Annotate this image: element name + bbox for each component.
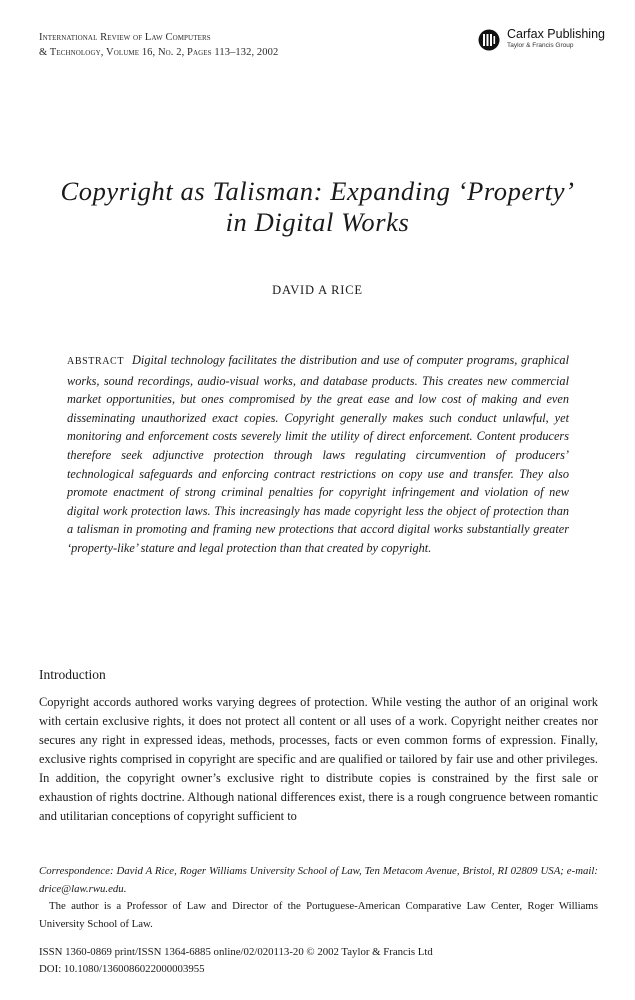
introduction-paragraph: Copyright accords authored works varying degrees of protection. While vesting the author of an original work with certain exclusive rights, it does not protect all content or all uses of a work. Copyright neither creates nor secures any right in expressed ideas, methods, processes, facts or even common forms of expression. Finally, exclusive rights comprised in copyright are specific and are qualified or tailored by fair use and other privileges. In addition, the copyright owner’s exclusive right to distribute copies is constrained by the first sale or exhaustion of rights doctrine. Although national differences exist, there is a rough congruence between romantic and utilitarian conceptions of copyright sufficient to bbox=[39, 695, 598, 823]
publisher-name: Carfax Publishing bbox=[507, 27, 605, 41]
journal-citation-line-2: & Technology, Volume 16, No. 2, Pages 113–132, 2002 bbox=[39, 47, 279, 58]
issn-line: ISSN 1360-0869 print/ISSN 1364-6885 online/02/020113-20 © 2002 Taylor & Francis Ltd bbox=[39, 946, 433, 958]
abstract-text: Digital technology facilitates the distribution and use of computer programs, graphical works, sound recordings, audio-visual works, and database products. This creates new commercial market opportunities, but ones compromised by the great ease and low cost of making and even disseminating unauthorized exact copies. Copyright generally makes such conduct unlawful, yet monitoring and enforcement costs severely limit the utility of direct enforcement. Content producers therefore seek adjunctive protection through laws regulating circumvention of producers’ technological safeguards and enforcing contract restrictions on copy use and transfer. They also promote enactment of strong criminal penalties for copyright infringement and violation of new digital work protection laws. This increasingly has made copyright less the object of protection than a talisman in promoting and framing new protections that accord digital works substantially greater ‘property-like’ stature and legal protection than that created by copyright. bbox=[67, 353, 569, 555]
imprint bbox=[39, 944, 598, 978]
doi-line: DOI: 10.1080/1360086022000003955 bbox=[39, 963, 205, 975]
article-title-line-2: in Digital Works bbox=[225, 207, 410, 237]
correspondence-note: Correspondence: David A Rice, Roger Williams University School of Law, Ten Metacom Avenue, Bristol, RI 02809 USA; e-mail: drice@law.rwu.edu. bbox=[39, 865, 598, 895]
publisher-logo bbox=[478, 27, 608, 53]
article-title-line-1: Copyright as Talisman: Expanding ‘Property’ bbox=[60, 176, 575, 206]
carfax-logo-icon bbox=[478, 29, 500, 51]
journal-citation-line-1: International Review of Law Computers bbox=[39, 32, 211, 43]
footnotes bbox=[39, 863, 598, 933]
article-author: DAVID A RICE bbox=[272, 283, 363, 297]
publisher-group: Taylor & Francis Group bbox=[507, 42, 574, 49]
article-title bbox=[20, 176, 615, 238]
journal-header bbox=[39, 30, 469, 60]
abstract bbox=[67, 351, 569, 558]
section-heading-introduction: Introduction bbox=[39, 667, 106, 682]
author-note: The author is a Professor of Law and Director of the Portuguese-American Comparative Law Center, Roger Williams University School of Law. bbox=[39, 900, 598, 930]
abstract-label: ABSTRACT bbox=[67, 356, 125, 367]
